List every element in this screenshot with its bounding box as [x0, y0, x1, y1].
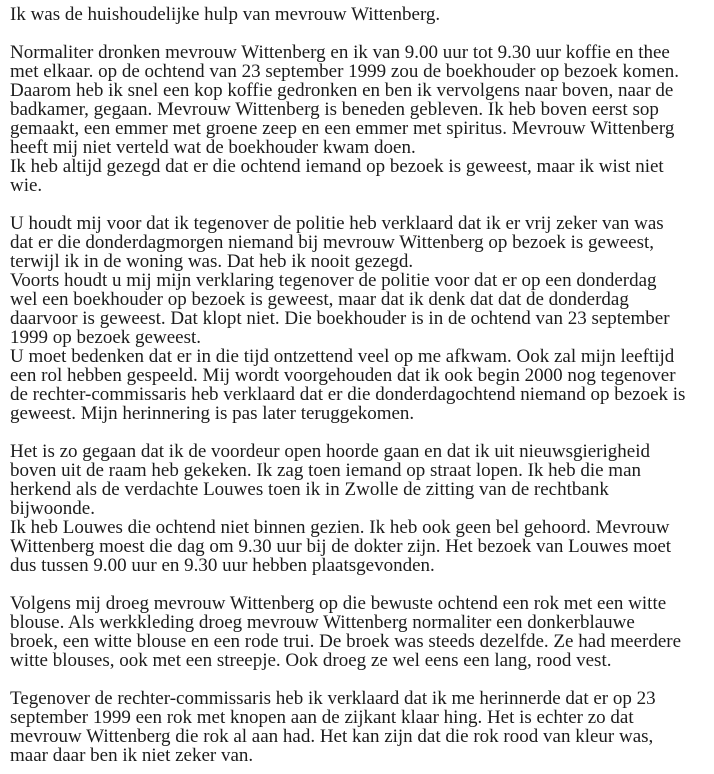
paragraph: [10, 43, 710, 195]
text-line: wel een boekhouder op bezoek is geweest, maar dat ik denk dat dat de donderdag: [10, 289, 629, 310]
text-line: Tegenover de rechter-commissaris heb ik verklaard dat ik me herinnerde dat er op 23: [10, 688, 656, 709]
text-line: Daarom heb ik snel een kop koffie gedronken en ben ik vervolgens naar boven, naar de: [10, 80, 674, 101]
text-line: geweest. Mijn herinnering is pas later teruggekomen.: [10, 403, 415, 424]
text-line: Het is zo gegaan dat ik de voordeur open hoorde gaan en dat ik uit nieuwsgierigheid: [10, 441, 650, 462]
text-line: maar daar ben ik niet zeker van.: [10, 745, 254, 766]
paragraph: [10, 442, 710, 575]
text-line: broek, een witte blouse en een rode trui. De broek was steeds dezelfde. Ze had meerdere: [10, 631, 682, 652]
text-line: bijwoonde.: [10, 498, 95, 519]
text-line: terwijl ik in de woning was. Dat heb ik nooit gezegd.: [10, 251, 414, 272]
text-line: Voorts houdt u mij mijn verklaring tegenover de politie voor dat er op een donderdag: [10, 270, 657, 291]
text-line: U houdt mij voor dat ik tegenover de politie heb verklaard dat ik er vrij zeker van was: [10, 213, 664, 234]
text-line: Ik heb altijd gezegd dat er die ochtend iemand op bezoek is geweest, maar ik wist niet: [10, 156, 664, 177]
text-line: de rechter-commissaris heb verklaard dat er die donderdagochtend niemand op bezoek is: [10, 384, 686, 405]
text-line: herkend als de verdachte Louwes toen ik in Zwolle de zitting van de rechtbank: [10, 479, 609, 500]
paragraph: [10, 594, 710, 670]
paragraph: [10, 689, 710, 765]
paragraph: [10, 214, 710, 423]
text-line: heeft mij niet verteld wat de boekhouder kwam doen.: [10, 137, 416, 158]
text-line: mevrouw Wittenberg die rok al aan had. Het kan zijn dat die rok rood van kleur was,: [10, 726, 654, 747]
text-line: Ik was de huishoudelijke hulp van mevrouw Wittenberg.: [10, 4, 441, 25]
text-line: daarvoor is geweest. Dat klopt niet. Die boekhouder is in de ochtend van 23 september: [10, 308, 670, 329]
text-line: Volgens mij droeg mevrouw Wittenberg op die bewuste ochtend een rok met een witte: [10, 593, 667, 614]
text-line: witte blouses, ook met een streepje. Ook droeg ze wel eens een lang, rood vest.: [10, 650, 612, 671]
text-line: 1999 op bezoek geweest.: [10, 327, 201, 348]
text-line: Normaliter dronken mevrouw Wittenberg en ik van 9.00 uur tot 9.30 uur koffie en thee: [10, 42, 670, 63]
text-line: boven uit de raam heb gekeken. Ik zag toen iemand op straat lopen. Ik heb die man: [10, 460, 641, 481]
text-line: gemaakt, een emmer met groene zeep en een emmer met spiritus. Mevrouw Wittenberg: [10, 118, 675, 139]
text-line: U moet bedenken dat er in die tijd ontzettend veel op me afkwam. Ook zal mijn leeftijd: [10, 346, 675, 367]
paragraph: [10, 5, 710, 24]
text-line: wie.: [10, 175, 43, 196]
text-line: met elkaar. op de ochtend van 23 september 1999 zou de boekhouder op bezoek komen.: [10, 61, 680, 82]
text-line: september 1999 een rok met knopen aan de zijkant klaar hing. Het is echter zo dat: [10, 707, 634, 728]
text-line: dat er die donderdagmorgen niemand bij mevrouw Wittenberg op bezoek is geweest,: [10, 232, 654, 253]
text-line: blouse. Als werkkleding droeg mevrouw Wittenberg normaliter een donkerblauwe: [10, 612, 635, 633]
text-line: dus tussen 9.00 uur en 9.30 uur hebben plaatsgevonden.: [10, 555, 435, 576]
text-line: badkamer, gegaan. Mevrouw Wittenberg is beneden gebleven. Ik heb boven eerst sop: [10, 99, 659, 120]
text-line: een rol hebben gespeeld. Mij wordt voorgehouden dat ik ook begin 2000 nog tegenover: [10, 365, 676, 386]
text-line: Ik heb Louwes die ochtend niet binnen gezien. Ik heb ook geen bel gehoord. Mevrouw: [10, 517, 670, 538]
text-line: Wittenberg moest die dag om 9.30 uur bij de dokter zijn. Het bezoek van Louwes moet: [10, 536, 672, 557]
